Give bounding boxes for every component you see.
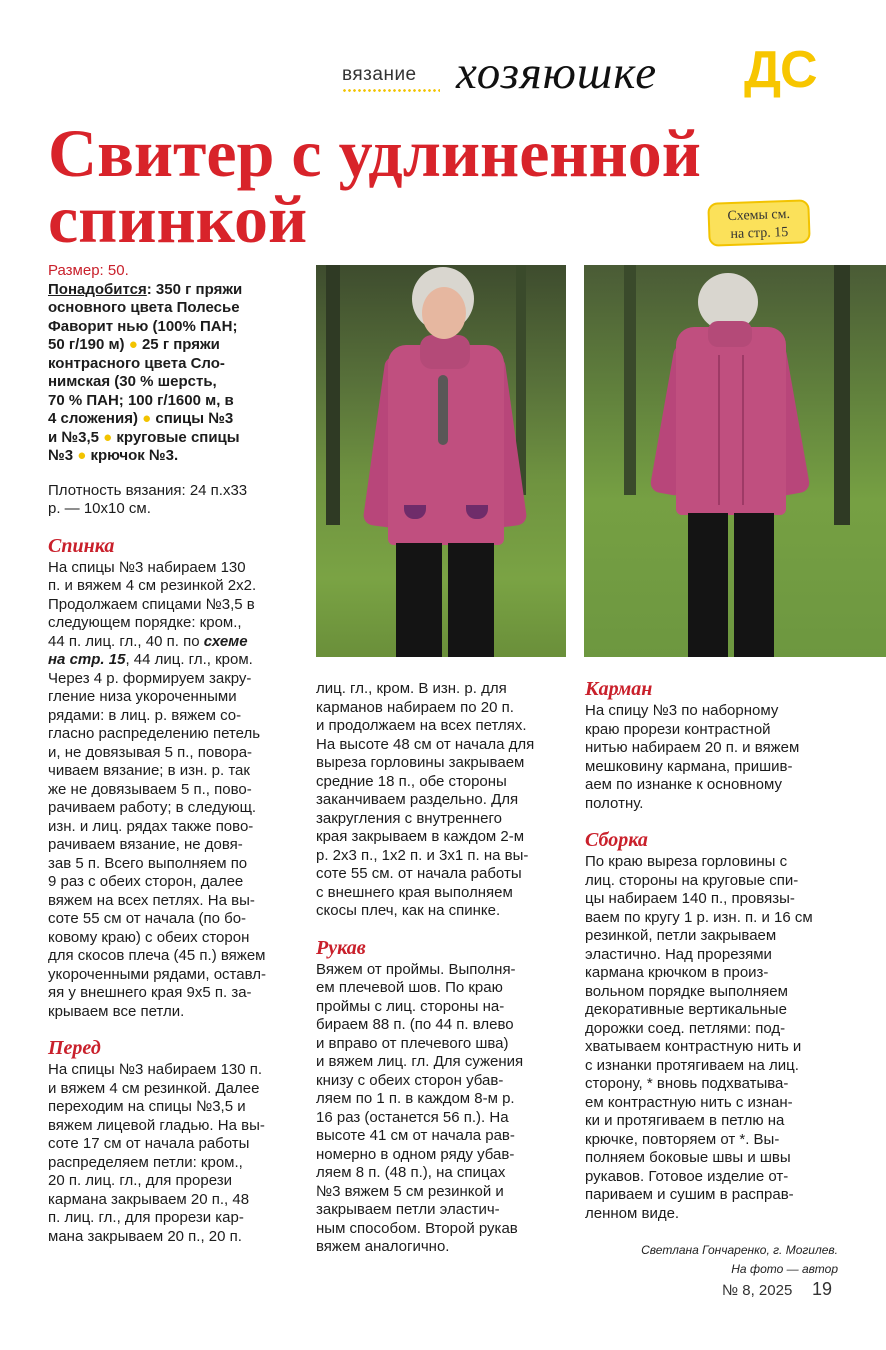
text-line: рукавов. Готовое изделие от-	[585, 1167, 789, 1185]
text-line: книзу с обеих сторон убав-	[316, 1071, 504, 1089]
text-line: нитью набираем 20 п. и вяжем	[585, 739, 800, 756]
text-line: соте 55 см от начала (по бо-	[48, 910, 247, 927]
text-line: р. 2х3 п., 1х2 п. и 3х1 п. на вы-	[316, 846, 529, 864]
text-line: же не довязываем 5 п., пово-	[48, 780, 252, 798]
text-line: полняем боковые швы и швы	[585, 1149, 791, 1166]
text-line: вяжем на всех петлях. На вы-	[48, 891, 255, 909]
sborka-text	[585, 853, 838, 1223]
pered-text	[48, 1061, 310, 1246]
density-line: р. — 10х10 см.	[48, 500, 151, 517]
materials-block	[48, 281, 310, 466]
needs-line: и №3,5	[48, 428, 99, 446]
text-line: дорожки соед. петлями: под-	[585, 1019, 786, 1037]
text-line: мана закрываем 20 п., 20 п.	[48, 1227, 242, 1245]
text-line: №3 вяжем 5 см резинкой и	[316, 1182, 504, 1200]
needs-line: 50 г/190 м)	[48, 336, 125, 353]
density-line: Плотность вязания: 24 п.х33	[48, 481, 248, 499]
heading-pered: Перед	[48, 1037, 101, 1059]
text-line: На высоте 48 см от начала для	[316, 735, 535, 753]
needs-line: контрасного цвета Сло-	[48, 354, 225, 372]
section-underline-dots	[342, 89, 440, 92]
title-line-1: Свитер с удлиненной	[48, 115, 701, 191]
needs-line: спицы №3	[151, 410, 234, 427]
text-line: лиц. стороны на круговые спи-	[585, 871, 799, 889]
bullet-icon: ●	[142, 410, 152, 427]
heading-rukav: Рукав	[316, 936, 366, 959]
text-line: мешковину кармана, пришив-	[585, 757, 793, 775]
text-line: крючке, повторяем от *. Вы-	[585, 1130, 780, 1148]
text-line: , 44 лиц. гл., кром.	[125, 651, 253, 668]
text-line: проймы с лиц. стороны на-	[316, 997, 505, 1015]
text-line: закрываем петли эластич-	[316, 1201, 500, 1218]
text-line: На спицу №3 по наборному	[585, 702, 779, 719]
magazine-logo: ДС	[744, 41, 817, 99]
photo-credit: На фото — автор	[731, 1262, 838, 1276]
text-line: вяжем аналогично.	[316, 1238, 450, 1255]
text-line: чиваем вязание; в изн. р. так	[48, 762, 250, 779]
text-line: и вяжем 4 см резинкой. Далее	[48, 1079, 260, 1097]
needs-label: Понадобится	[48, 280, 147, 298]
text-line: 44 п. лиц. гл., 40 п. по	[48, 632, 204, 650]
spinka-text	[48, 559, 310, 1022]
text-line: изн. и лиц. рядах также пово-	[48, 817, 254, 835]
text-line: ки и протягиваем в петлю на	[585, 1112, 785, 1129]
density-text	[48, 482, 310, 519]
size-text: Размер: 50.	[48, 262, 129, 279]
text-line: аем по изнанке к основному	[585, 776, 782, 793]
text-line: ляем 8 п. (48 п.), на спицах	[316, 1164, 506, 1181]
text-line: вольном порядке выполняем	[585, 982, 788, 1000]
page-number: 19	[812, 1279, 833, 1299]
text-line: и продолжаем на всех петлях.	[316, 717, 527, 734]
text-line: ным способом. Второй рукав	[316, 1219, 518, 1237]
text-line: соте 55 см. от начала работы	[316, 865, 522, 882]
text-line: На спицы №3 набираем 130 п.	[48, 1061, 263, 1078]
needs-line: №3	[48, 447, 74, 464]
bullet-icon: ●	[103, 428, 113, 446]
text-line: переходим на спицы №3,5 и	[48, 1098, 246, 1115]
karman-text	[585, 702, 838, 813]
photo-front-view	[316, 265, 566, 657]
text-line: резинкой, петли закрываем	[585, 927, 777, 944]
text-line: и вправо от плечевого шва)	[316, 1034, 509, 1052]
column-3	[585, 678, 838, 1223]
needs-line: 70 % ПАН; 100 г/1600 м, в	[48, 391, 234, 409]
needs-line: основного цвета Полесье	[48, 299, 240, 316]
text-line: ленном виде.	[585, 1204, 680, 1222]
bullet-icon: ●	[128, 336, 138, 353]
text-line: 16 раз (останется 56 п.). На	[316, 1108, 509, 1126]
text-line: укороченными рядами, оставл-	[48, 965, 266, 983]
text-line: Продолжаем спицами №3,5 в	[48, 595, 255, 613]
text-line: лиц. гл., кром. В изн. р. для	[316, 680, 507, 697]
heading-karman: Карман	[585, 678, 653, 700]
photo-back-view	[584, 265, 886, 657]
text-line: 20 п. лиц. гл., для прорези	[48, 1172, 232, 1189]
text-line: с изнанки протягиваем на лиц.	[585, 1056, 799, 1074]
text-line: ляем по 1 п. в каждом 8-м р.	[316, 1090, 515, 1107]
text-line: ем плечевой шов. По краю	[316, 979, 503, 996]
text-line: высоте 41 см от начала рав-	[316, 1127, 515, 1144]
scheme-reference: схеме	[203, 632, 248, 650]
pered-continued-text	[316, 680, 568, 921]
text-line: номерно в одном ряду убав-	[316, 1145, 515, 1163]
text-line: скосы плеч, как на спинке.	[316, 902, 501, 919]
rukav-text	[316, 961, 568, 1257]
heading-spinka: Спинка	[48, 534, 115, 557]
author-name: Светлана Гончаренко, г. Могилев.	[641, 1243, 838, 1257]
text-line: следующем порядке: кром.,	[48, 614, 242, 631]
text-line: цы набираем 140 п., провязы-	[585, 890, 795, 907]
text-line: и, не довязывая 5 п., повора-	[48, 743, 253, 761]
needs-line: 25 г пряжи	[137, 336, 220, 353]
scheme-page-reference: на стр. 15	[48, 651, 126, 668]
text-line: гление низа укороченными	[48, 688, 237, 705]
heading-sborka: Сборка	[585, 829, 648, 851]
text-line: выреза горловины закрываем	[316, 754, 525, 771]
magazine-brand: хозяюшке	[456, 47, 658, 99]
text-line: кармана крючком в произ-	[585, 964, 769, 981]
bullet-icon: ●	[77, 447, 87, 464]
badge-line-1: Схемы см.	[727, 206, 791, 225]
text-line: Вяжем от проймы. Выполня-	[316, 960, 516, 978]
needs-line: круговые спицы	[112, 428, 240, 446]
text-line: и вяжем лиц. гл. Для сужения	[316, 1053, 524, 1070]
text-line: На спицы №3 набираем 130	[48, 558, 246, 576]
title-line-2: спинкой	[48, 181, 308, 257]
text-line: париваем и сушим в расправ-	[585, 1186, 794, 1203]
text-line: ваем по кругу 1 р. изн. п. и 16 см	[585, 908, 813, 926]
text-line: заканчиваем раздельно. Для	[316, 791, 519, 808]
text-line: яя у внешнего края 9х5 п. за-	[48, 984, 252, 1001]
section-label: вязание	[342, 64, 417, 85]
text-line: кармана закрываем 20 п., 48	[48, 1190, 250, 1208]
text-line: бираем 88 п. (по 44 п. влево	[316, 1016, 514, 1033]
needs-line: : 350 г пряжи	[146, 280, 243, 298]
text-line: вяжем лицевой гладью. На вы-	[48, 1116, 265, 1134]
text-line: для скосов плеча (45 п.) вяжем	[48, 947, 266, 964]
column-1	[48, 262, 310, 1246]
text-line: ем контрастную нить с изнан-	[585, 1093, 793, 1111]
text-line: полотну.	[585, 794, 644, 812]
text-line: закругления с внутреннего	[316, 809, 503, 827]
text-line: п. лиц. гл., для прорези кар-	[48, 1209, 244, 1226]
text-line: декоративные вертикальные	[585, 1001, 787, 1018]
text-line: края закрываем в каждом 2-м	[316, 828, 525, 845]
text-line: 9 раз с обеих сторон, далее	[48, 873, 244, 890]
author-signature	[560, 1241, 838, 1279]
column-2	[316, 680, 568, 1257]
text-line: рачиваем вязание, не довя-	[48, 836, 243, 853]
text-line: сторону, * вновь подхватыва-	[585, 1075, 789, 1092]
text-line: распределяем петли: кром.,	[48, 1153, 243, 1171]
text-line: соте 17 см от начала работы	[48, 1135, 250, 1152]
badge-line-2: на стр. 15	[730, 224, 789, 242]
text-line: ковому краю) с обеих сторон	[48, 928, 250, 946]
needs-line: Фаворит нью (100% ПАН;	[48, 317, 238, 335]
text-line: средние 18 п., обе стороны	[316, 772, 507, 790]
text-line: гласно распределению петель	[48, 725, 261, 742]
issue-number: № 8, 2025	[722, 1282, 793, 1299]
text-line: карманов набираем по 20 п.	[316, 698, 514, 716]
text-line: крываем все петли.	[48, 1002, 185, 1020]
text-line: с внешнего края выполняем	[316, 883, 513, 901]
needs-line: 4 сложения)	[48, 410, 138, 427]
needs-line: крючок №3.	[86, 447, 179, 464]
text-line: рачиваем работу; в следующ.	[48, 799, 257, 816]
needs-line: нимская (30 % шерсть,	[48, 373, 217, 390]
text-line: зав 5 п. Всего выполняем по	[48, 854, 248, 872]
text-line: п. и вяжем 4 см резинкой 2х2.	[48, 577, 257, 594]
text-line: Через 4 р. формируем закру-	[48, 669, 252, 687]
text-line: хватываем контрастную нить и	[585, 1038, 802, 1055]
text-line: рядами: в лиц. р. вяжем со-	[48, 706, 242, 724]
text-line: краю прорези контрастной	[585, 720, 771, 738]
text-line: По краю выреза горловины с	[585, 853, 788, 870]
text-line: эластично. Над прорезями	[585, 945, 772, 963]
schemes-badge	[707, 199, 810, 247]
